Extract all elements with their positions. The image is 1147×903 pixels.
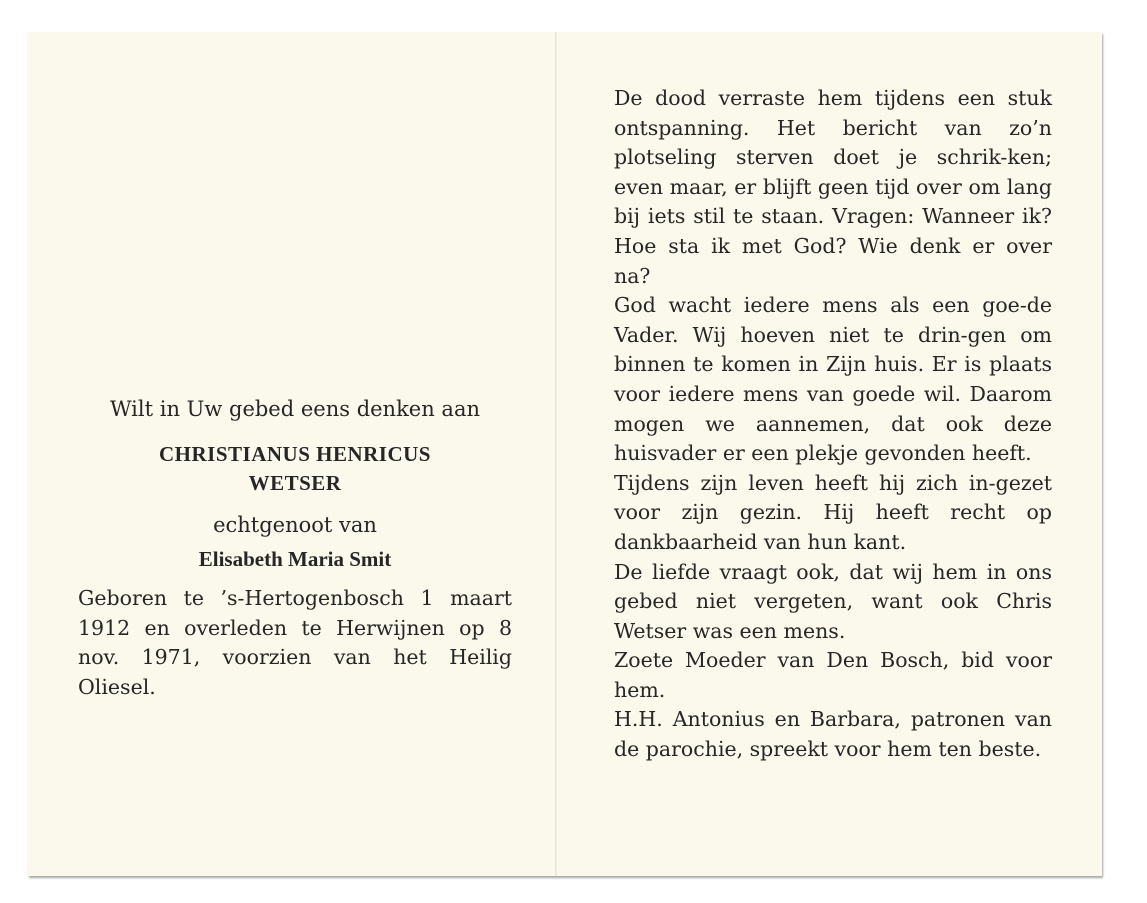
deceased-name-line1: CHRISTIANUS HENRICUS xyxy=(159,442,431,466)
right-panel xyxy=(614,84,1052,765)
left-panel xyxy=(78,394,512,702)
paragraph-2: God wacht iedere mens als een goe-de Vader. Wij hoeven niet te drin-gen om binnen te komen in Zijn huis. Er is plaats voor iedere mens van goede wil. Daarom mogen we aannemen, dat ook deze huisvader er een plekje gevonden heeft. xyxy=(614,293,1052,466)
birth-death-text: Geboren te ’s-Hertogenbosch 1 maart 1912 en overleden te Herwijnen op 8 nov. 1971, voorzien van het Heilig Oliesel. xyxy=(78,586,512,699)
paragraph-6: H.H. Antonius en Barbara, patronen van de parochie, spreekt voor hem ten beste. xyxy=(614,707,1052,762)
deceased-name xyxy=(78,440,512,498)
spouse-label: echtgenoot van xyxy=(213,513,377,537)
paragraph-4: De liefde vraagt ook, dat wij hem in ons gebed niet vergeten, want ook Chris Wetser was een mens. xyxy=(614,559,1052,643)
deceased-name-line2: WETSER xyxy=(248,471,342,495)
card-fold xyxy=(555,32,557,876)
paragraph-5: Zoete Moeder van Den Bosch, bid voor hem. xyxy=(614,648,1052,702)
memorial-card xyxy=(28,32,1102,876)
paragraph-3: Tijdens zijn leven heeft hij zich in-gezet voor zijn gezin. Hij heeft recht op dankbaarheid van hun kant. xyxy=(614,470,1052,554)
paragraph-1: De dood verraste hem tijdens een stuk ontspanning. Het bericht van zo’n plotseling sterven doet je schrik-ken; even maar, er blijft geen tijd over om lang bij iets stil te staan. Vragen: Wanneer ik? Hoe sta ik met God? Wie denk er over na? xyxy=(614,86,1052,288)
spouse-name: Elisabeth Maria Smit xyxy=(198,547,392,571)
intro-text: Wilt in Uw gebed eens denken aan xyxy=(109,397,481,421)
